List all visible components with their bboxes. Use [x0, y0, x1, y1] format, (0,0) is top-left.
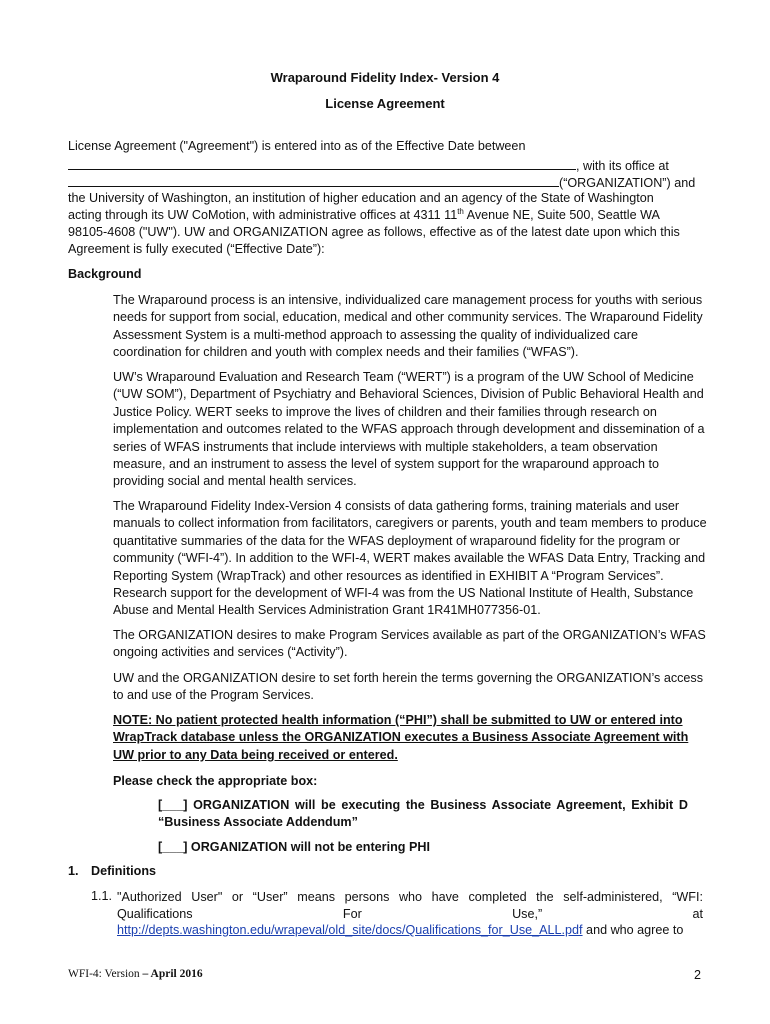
definition-link-line: http://depts.washington.edu/wrapeval/old_site/docs/Qualifications_for_Use_ALL.pdf and who agree to — [117, 923, 684, 937]
phi-note: NOTE: No patient protected health information (“PHI”) shall be submitted to UW or entered into WrapTrack database unless the ORGANIZATION executes a Business Associate Agreement with UW prior to any Data being received or entered. — [113, 713, 689, 762]
intro-line: License Agreement ("Agreement") is entered into as of the Effective Date between — [68, 139, 526, 153]
option-execute-baa-checkbox[interactable]: [___] — [158, 798, 188, 812]
intro-line-party: , with its office at — [68, 157, 669, 173]
document-subtitle: License Agreement — [325, 96, 445, 111]
option-no-phi: [___] ORGANIZATION will not be entering PHI — [158, 840, 430, 854]
definition-authorized-user: "Authorized User" or “User” means persons who have completed the self-administered, “WFI: Qualifications For Use,” at — [117, 890, 703, 922]
section-definitions-title: Definitions — [91, 864, 157, 878]
background-paragraph: The Wraparound process is an intensive, individualized care management process for youths with serious needs for support from social, education, medical and other community services. The Wraparound Fidelity Assessment System is a multi-method approach to assessing the quality of individualized care coordination for children and youth with complex needs and their families (“WFAS”). — [113, 293, 703, 360]
intro-line: acting through its UW CoMotion, with administrative offices at 4311 11th Avenue NE, Suite 500, Seattle WA — [68, 206, 660, 222]
office-address-blank[interactable] — [68, 174, 559, 187]
document-title: Wraparound Fidelity Index- Version 4 — [270, 70, 500, 85]
intro-line: 98105-4608 ("UW"). UW and ORGANIZATION agree as follows, effective as of the latest date upon which this — [68, 225, 680, 239]
qualifications-link[interactable]: http://depts.washington.edu/wrapeval/old_site/docs/Qualifications_for_Use_ALL.pdf — [117, 923, 583, 937]
intro-line: Agreement is fully executed (“Effective Date”): — [68, 242, 325, 256]
background-heading: Background — [68, 267, 142, 281]
check-heading: Please check the appropriate box: — [113, 774, 318, 788]
intro-line-address: (“ORGANIZATION”) and — [68, 174, 695, 190]
definition-number: 1.1. — [91, 889, 113, 903]
page-number: 2 — [694, 968, 702, 982]
footer-version: WFI-4: Version – April 2016 — [68, 968, 203, 980]
party-name-blank[interactable] — [68, 157, 576, 170]
option-execute-baa: [___] ORGANIZATION will be executing the Business Associate Agreement, Exhibit D “Business Associate Addendum” — [158, 798, 688, 830]
background-paragraph: UW and the ORGANIZATION desire to set forth herein the terms governing the ORGANIZATION’s access to and use of the Program Services. — [113, 671, 704, 703]
background-paragraph: UW’s Wraparound Evaluation and Research Team (“WERT”) is a program of the UW School of Medicine (“UW SOM”), Department of Psychiatry and Behavioral Sciences, Division of Public Behavioral Health and Justice Policy. WERT seeks to improve the lives of children and their families through research on implementation and outcomes related to the WFAS approach through development and dissemination of a series of WFAS instruments that include interviews with multiple stakeholders, a team observation measure, and an instrument to assess the level of system support for the wraparound approach to providing social and mental health services. — [113, 370, 705, 489]
option-no-phi-checkbox[interactable]: [___] — [158, 840, 188, 854]
background-paragraph: The Wraparound Fidelity Index-Version 4 consists of data gathering forms, training materials and user manuals to collect information from facilitators, caregivers or parents, youth and team members to produce quantitative summaries of the data for the WFAS deployment of wraparound fidelity for the program or community (“WFI-4”). In addition to the WFI-4, WERT makes available the WFAS Data Entry, Tracking and Reporting System (WrapTrack) and other resources as identified in EXHIBIT A “Program Services”. Research support for the development of WFI-4 was from the US National Institute of Health, Substance Abuse and Mental Health Services Administration Grant 1R41MH077356-01. — [113, 499, 707, 618]
background-paragraph: The ORGANIZATION desires to make Program Services available as part of the ORGANIZATION’s WFAS ongoing activities and services (“Activity”). — [113, 628, 706, 660]
section-definitions-number: 1. — [68, 864, 79, 878]
intro-line: the University of Washington, an institution of higher education and an agency of the State of Washington — [68, 191, 654, 205]
